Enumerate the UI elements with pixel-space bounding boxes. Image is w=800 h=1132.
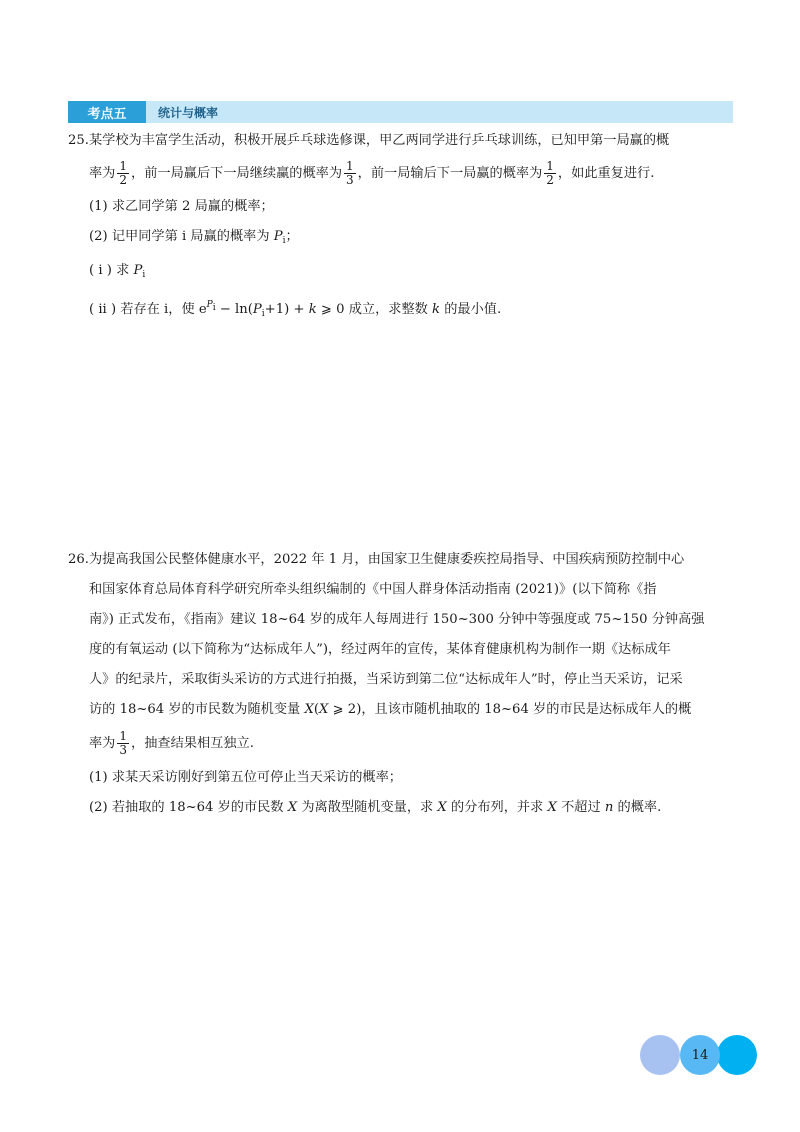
text: +1) + (264, 302, 309, 317)
question-26 (68, 545, 738, 823)
var-p: P (206, 300, 213, 310)
page-number: 14 (680, 1035, 720, 1075)
question-number: 26. (68, 552, 89, 567)
decor-circle (717, 1035, 757, 1075)
text: 的分布列，并求 (446, 800, 548, 815)
text: − ln( (215, 302, 253, 317)
text: 访的 18~64 岁的市民数为随机变量 (89, 702, 305, 717)
var-p: P (133, 263, 143, 278)
part-2-ii (68, 290, 738, 329)
var-x: X (437, 800, 447, 815)
var-k: k (308, 302, 317, 317)
text: ； (285, 229, 299, 244)
exponent (206, 300, 216, 313)
part-1: (1) 求某天采访刚好到第五位可停止当天采访的概率； (89, 770, 402, 785)
part-2 (68, 793, 738, 823)
text: 率为 (89, 736, 116, 751)
text: ( i ) 求 (89, 263, 134, 278)
var-p: P (252, 302, 262, 317)
var-p: P (273, 229, 283, 244)
subscript-i: i (212, 303, 216, 313)
text: 不超过 (556, 800, 605, 815)
fraction (544, 160, 556, 187)
text: ( ii ) 若存在 i，使 e (89, 302, 207, 317)
section-header (68, 101, 733, 123)
text: 的最小值. (440, 302, 502, 317)
text: ，抽查结果相互独立. (131, 736, 254, 751)
text-line: 度的有氧运动 (以下简称为“达标成年人”)，经过两年的宣传，某体育健康机构为制作一期《达标成年 (89, 642, 671, 657)
page-indicator (640, 1035, 760, 1075)
var-x: X (287, 800, 298, 815)
denominator: 3 (119, 743, 128, 757)
text-line: 某学校为丰富学生活动，积极开展乒乓球选修课，甲乙两同学进行乒乓球训练，已知甲第一局赢的概 (88, 133, 670, 148)
text: ( (313, 702, 319, 717)
text: 的概率. (613, 800, 662, 815)
fraction (344, 160, 356, 187)
numerator: 1 (346, 159, 354, 173)
subscript-i: i (142, 270, 146, 280)
subscript-i: i (282, 236, 286, 246)
text: 率为 (89, 166, 116, 181)
numerator: 1 (119, 729, 128, 743)
question-25 (68, 126, 738, 329)
fraction (117, 730, 129, 757)
part-1: (1) 求乙同学第 2 局赢的概率； (89, 199, 274, 214)
subscript-i: i (261, 309, 265, 319)
text: 为离散型随机变量，求 (297, 800, 438, 815)
numerator: 1 (546, 159, 554, 173)
question-number: 25. (68, 133, 89, 148)
section-title: 统计与概率 (158, 105, 219, 120)
denominator: 2 (546, 173, 554, 187)
denominator: 3 (346, 173, 354, 187)
section-number: 考点五 (68, 101, 146, 123)
var-x: X (304, 702, 314, 717)
text-line (68, 695, 738, 725)
text-line (68, 725, 738, 763)
text-line: 人》的纪录片，采取街头采访的方式进行拍摄，当采访到第二位“达标成年人”时，停止当天采访，记采 (89, 672, 683, 687)
text: (2) 记甲同学第 i 局赢的概率为 (89, 229, 274, 244)
decor-circle (640, 1035, 680, 1075)
var-k: k (432, 302, 441, 317)
text-line: 为提高我国公民整体健康水平，2022 年 1 月，由国家卫生健康委疾控局指导、中国疾病预防控制中心 (88, 552, 685, 567)
text: ⩾ 2)，且该市随机抽取的 18~64 岁的市民是达标成年人的概 (328, 702, 692, 717)
text: ，前一局输后下一局赢的概率为 (357, 166, 543, 181)
part-2 (68, 222, 738, 256)
text-line: 南》) 正式发布，《指南》建议 18~64 岁的成年人每周进行 150~300 分钟中等强度或 75~150 分钟高强 (89, 612, 705, 627)
text-line: 和国家体育总局体育科学研究所牵头组织编制的《中国人群身体活动指南 (2021)》(以下简称《指 (89, 582, 657, 597)
fraction (117, 160, 129, 187)
text: ⩾ 0 成立，求整数 (316, 302, 433, 317)
part-2-i (68, 256, 738, 290)
numerator: 1 (119, 159, 128, 173)
denominator: 2 (119, 173, 128, 187)
text: ，如此重复进行. (557, 166, 655, 181)
text: (2) 若抽取的 18~64 岁的市民数 (89, 800, 288, 815)
var-n: n (604, 800, 614, 815)
text: ，前一局赢后下一局继续赢的概率为 (131, 166, 343, 181)
var-x: X (547, 800, 557, 815)
var-x: X (318, 702, 329, 717)
